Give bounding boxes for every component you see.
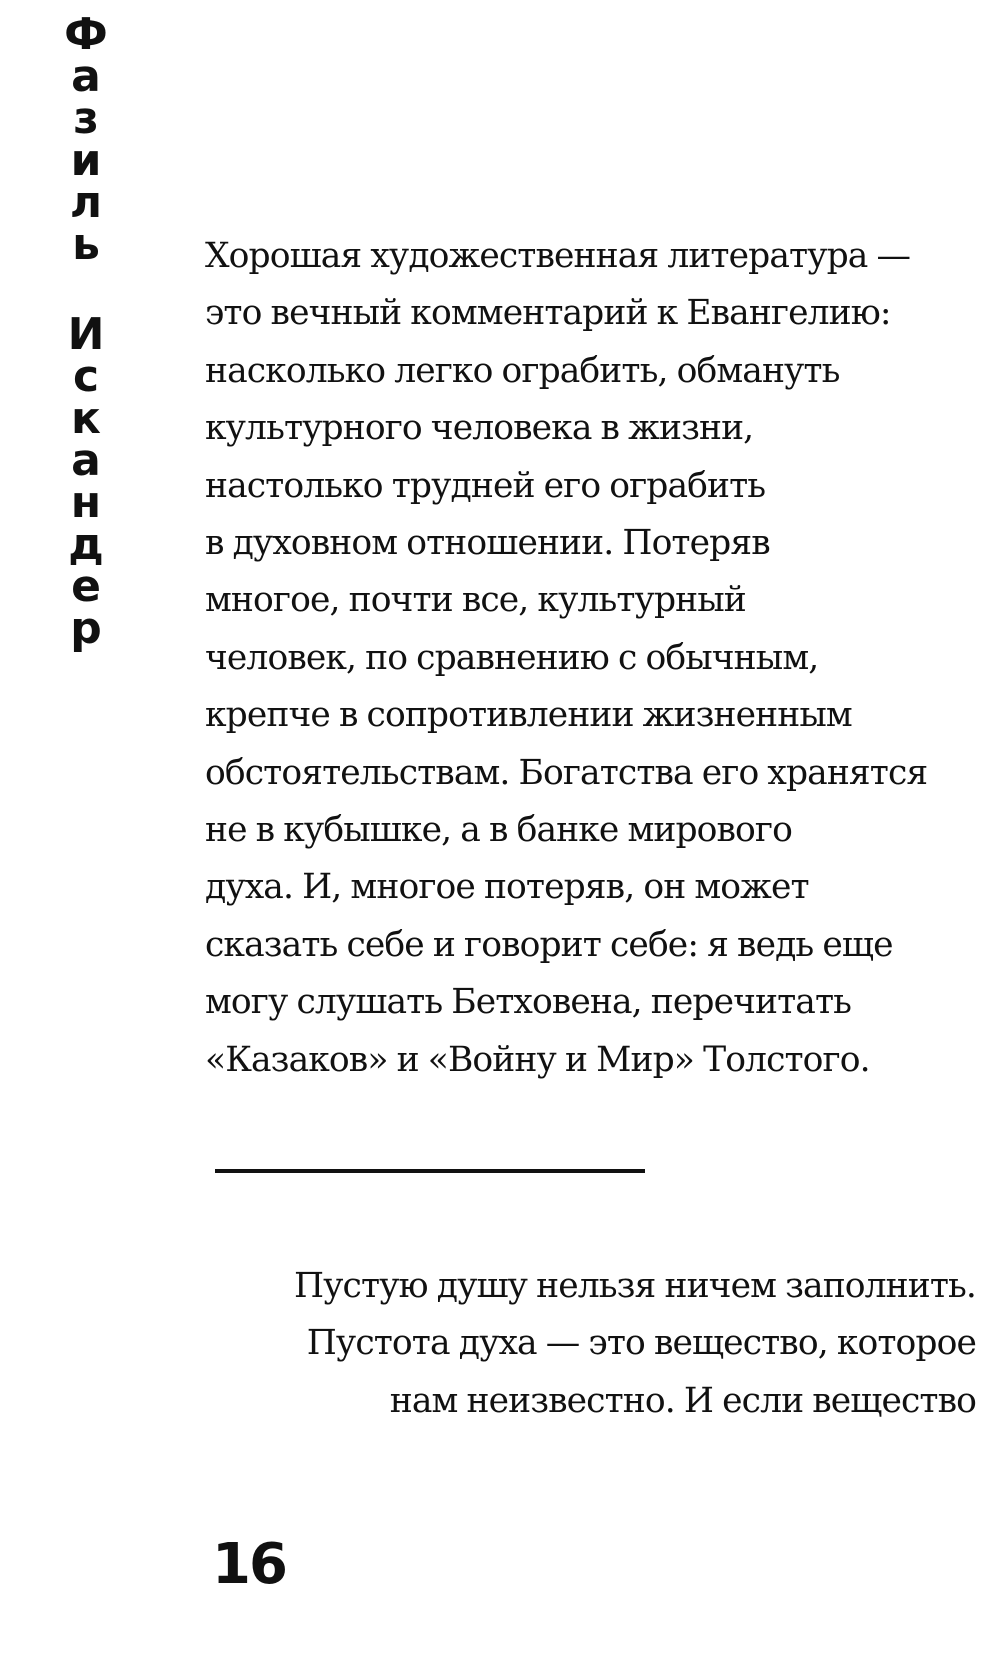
author-letter: И xyxy=(67,309,105,360)
author-letter: Ф xyxy=(64,9,108,60)
author-letter: л xyxy=(69,177,103,228)
quote-line: Пустота духа — это вещество, которое xyxy=(306,1323,976,1364)
author-letter: и xyxy=(70,135,102,186)
quote-line: нам неизвестно. И если вещество xyxy=(389,1380,976,1421)
author-letter: д xyxy=(68,519,104,570)
quote-line: Пустую душу нельзя ничем заполнить. xyxy=(293,1266,976,1306)
author-letter: с xyxy=(72,351,100,402)
quote-line: насколько легко ограбить, обмануть xyxy=(205,350,840,391)
quote-line: сказать себе и говорит себе: я ведь еще xyxy=(205,924,893,965)
author-letter: а xyxy=(71,435,101,486)
author-letter: к xyxy=(71,393,101,444)
quote-line: настолько трудней его ограбить xyxy=(205,465,766,506)
quote-line: не в кубышке, а в банке мирового xyxy=(205,810,792,851)
quote-line: многое, почти все, культурный xyxy=(205,580,746,621)
author-last-name xyxy=(67,309,105,654)
author-name-vertical xyxy=(58,9,114,654)
author-letter: р xyxy=(70,603,102,654)
author-letter: ь xyxy=(72,219,100,270)
quote-line: обстоятельствам. Богатства его хранятся xyxy=(205,752,928,793)
quote-paragraph-1 xyxy=(205,228,985,1089)
quote-line: крепче в сопротивлении жизненным xyxy=(205,695,852,736)
author-letter: а xyxy=(71,51,101,102)
quote-line: это вечный комментарий к Евангелию: xyxy=(205,293,891,334)
quote-line: могу слушать Бетховена, перечитать xyxy=(205,982,852,1023)
author-letter: е xyxy=(71,561,101,612)
section-divider xyxy=(215,1169,645,1173)
quote-line: культурного человека в жизни, xyxy=(205,408,754,449)
quote-line: духа. И, многое потеряв, он может xyxy=(205,867,809,908)
quote-line: Хорошая художественная литература — xyxy=(205,236,911,276)
author-first-name xyxy=(64,9,108,270)
page-number: 16 xyxy=(212,1532,286,1597)
author-letter: н xyxy=(70,477,102,528)
quote-line: человек, по сравнению с обычным, xyxy=(205,637,819,678)
quote-paragraph-2 xyxy=(196,1258,976,1430)
quote-line: в духовном отношении. Потеряв xyxy=(205,523,770,564)
author-letter: з xyxy=(73,93,99,144)
quote-line: «Казаков» и «Войну и Мир» Толстого. xyxy=(205,1039,870,1080)
